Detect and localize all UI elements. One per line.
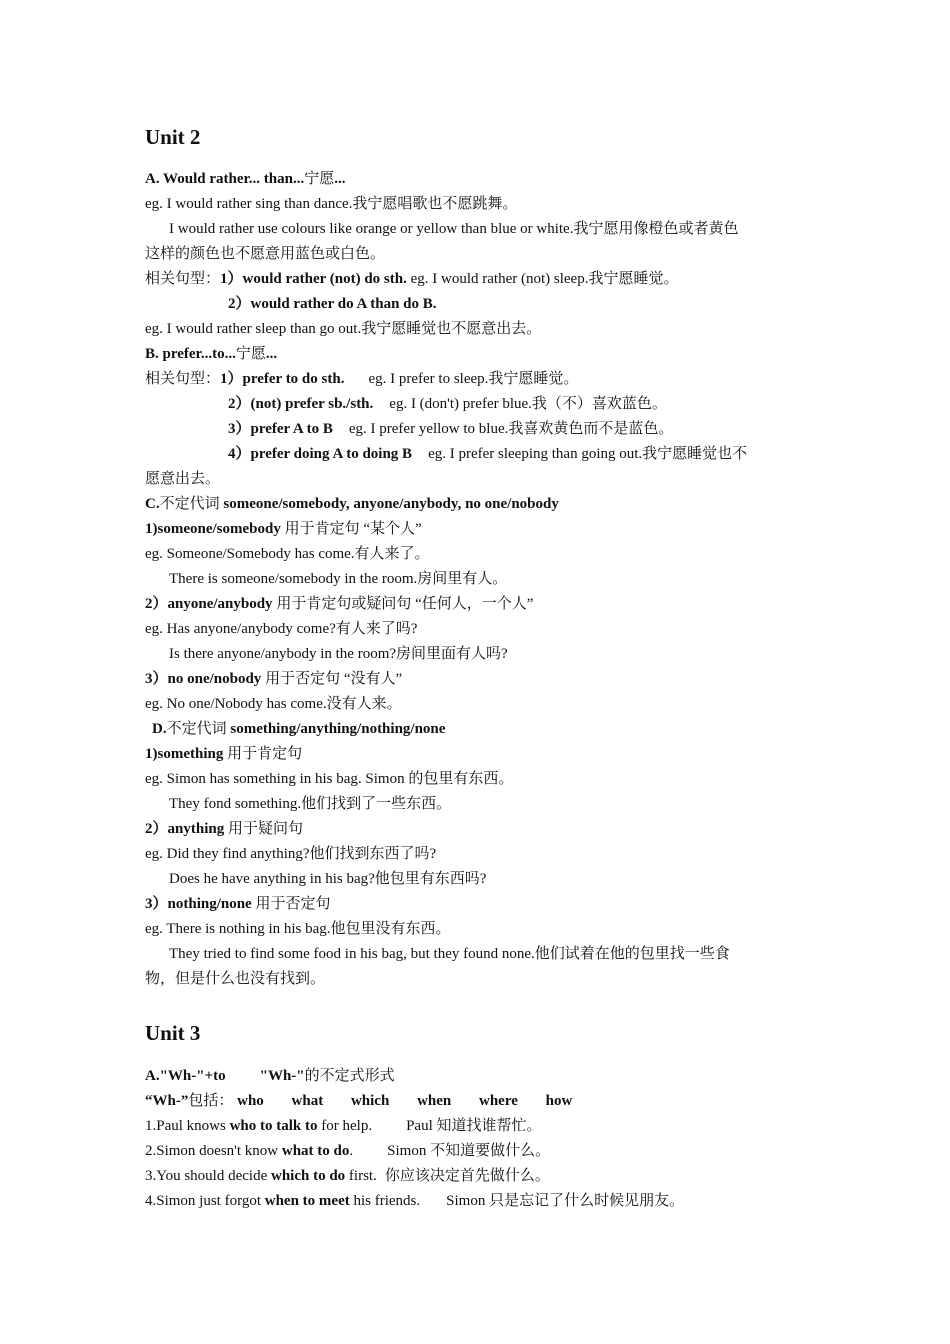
section-b-heading [145, 344, 815, 364]
pattern-1-example: eg. I prefer to sleep.我宁愿睡觉。 [368, 371, 579, 387]
wh-word-when: when [417, 1093, 452, 1109]
section-d-heading-cn: 不定代词 [166, 721, 231, 737]
unit-3-title: Unit 3 [145, 1021, 201, 1045]
wh-label: “Wh-” [145, 1093, 189, 1109]
section-d-heading [152, 719, 822, 739]
section-c-item-2 [145, 594, 815, 614]
pattern-4-example: eg. I prefer sleeping than going out.我宁愿睡觉也不 [428, 446, 748, 462]
sentence-bold: when to meet [264, 1193, 350, 1209]
pattern-label: 相关句型： [145, 271, 221, 287]
pattern-1-bold: 1）would rather (not) do sth. [220, 271, 407, 287]
sentence-post: his friends. [349, 1193, 421, 1209]
item-2-bold: anyone/anybody [167, 596, 273, 612]
unit-2-title: Unit 2 [145, 125, 201, 149]
section-a-heading-en: A. Would rather... than... [145, 171, 305, 187]
section-d-item-1 [145, 744, 815, 764]
sentence-post: first. [345, 1168, 377, 1184]
item-2-num: 2） [145, 821, 168, 837]
pattern-3-example: eg. I prefer yellow to blue.我喜欢黄色而不是蓝色。 [348, 421, 674, 437]
item-2-desc: 用于肯定句或疑问句 “任何人，一个人” [272, 596, 534, 612]
section-c-letter: C. [145, 496, 160, 512]
pattern-label: 相关句型： [145, 371, 221, 387]
wh-word-what: what [291, 1093, 324, 1109]
item-2-num: 2） [145, 596, 168, 612]
section-d-item-1-example-2: They fond something.他们找到了一些东西。 [169, 796, 452, 812]
pattern-4-bold: 4）prefer doing A to doing B [228, 446, 413, 462]
section-b-heading-en: B. prefer...to... [145, 346, 236, 362]
sentence-pre: 4.Simon just forgot [145, 1193, 265, 1209]
section-a-pattern-1 [145, 269, 815, 289]
section-c-item-2-example-1: eg. Has anyone/anybody come?有人来了吗? [145, 621, 418, 637]
heading-part-2: "Wh-" [259, 1068, 305, 1084]
section-b-heading-tail: ... [265, 346, 278, 362]
section-c-heading-cn: 不定代词 [159, 496, 224, 512]
sentence-cn: 你应该决定首先做什么。 [384, 1168, 550, 1184]
section-b-pattern-3 [228, 419, 898, 439]
section-a-example-1: eg. I would rather sing than dance.我宁愿唱歌也不愿跳舞。 [145, 196, 518, 212]
item-1-bold: 1)someone/somebody [145, 521, 281, 537]
section-d-heading-en: something/anything/nothing/none [230, 721, 446, 737]
wh-words-line [145, 1091, 815, 1111]
wh-label-cn: 包括： [188, 1093, 234, 1109]
sentence-pre: 2.Simon doesn't know [145, 1143, 282, 1159]
item-3-bold: no one/nobody [167, 671, 262, 687]
section-d-item-3 [145, 894, 815, 914]
sentence-bold: who to talk to [229, 1118, 318, 1134]
sentence-cn: Paul 知道找谁帮忙。 [406, 1118, 542, 1134]
section-b-pattern-2 [228, 394, 898, 414]
section-d-item-2 [145, 819, 815, 839]
pattern-2-bold: 2）(not) prefer sb./sth. [228, 396, 374, 412]
unit3-section-a-heading [145, 1066, 815, 1086]
item-1-bold: 1)something [145, 746, 224, 762]
unit3-sentence-4 [145, 1191, 815, 1211]
section-c-item-1-example-1: eg. Someone/Somebody has come.有人来了。 [145, 546, 430, 562]
section-a-heading-cn: 宁愿 [304, 171, 335, 187]
item-3-bold: nothing/none [167, 896, 252, 912]
item-1-desc: 用于肯定句 [223, 746, 303, 762]
item-2-desc: 用于疑问句 [224, 821, 303, 837]
section-b-pattern-4 [228, 444, 898, 464]
wh-word-where: where [479, 1093, 518, 1109]
section-b-heading-cn: 宁愿 [235, 346, 266, 362]
section-c-heading-en: someone/somebody, anyone/anybody, no one/nobody [223, 496, 559, 512]
sentence-bold: which to do [270, 1168, 346, 1184]
item-1-desc: 用于肯定句 “某个人” [280, 521, 422, 537]
unit3-sentence-3 [145, 1166, 815, 1186]
heading-cn: 的不定式形式 [304, 1068, 395, 1084]
item-2-bold: anything [167, 821, 225, 837]
section-d-item-1-example-1: eg. Simon has something in his bag. Simon 的包里有东西。 [145, 771, 514, 787]
heading-part-1: A."Wh-"+to [145, 1068, 226, 1084]
section-a-heading [145, 169, 815, 189]
section-c-item-3-example-1: eg. No one/Nobody has come.没有人来。 [145, 696, 402, 712]
section-c-item-2-example-2: Is there anyone/anybody in the room?房间里面有人吗? [169, 646, 508, 662]
section-a-heading-tail: ... [334, 171, 346, 187]
section-d-item-2-example-1: eg. Did they find anything?他们找到东西了吗? [145, 846, 437, 862]
section-d-item-3-example-2-line-1: They tried to find some food in his bag, but they found none.他们试着在他的包里找一些食 [169, 946, 730, 962]
section-d-letter: D. [152, 721, 167, 737]
item-3-desc: 用于否定句 “没有人” [261, 671, 403, 687]
sentence-bold: what to do [281, 1143, 350, 1159]
wh-word-how: how [545, 1093, 573, 1109]
section-b-pattern-4-cont: 愿意出去。 [145, 471, 221, 487]
pattern-1-bold: 1）prefer to do sth. [220, 371, 345, 387]
item-3-num: 3） [145, 671, 168, 687]
section-b-pattern-1 [145, 369, 815, 389]
section-c-item-1 [145, 519, 815, 539]
pattern-1-example: eg. I would rather (not) sleep.我宁愿睡觉。 [406, 271, 679, 287]
sentence-cn: Simon 不知道要做什么。 [387, 1143, 551, 1159]
pattern-2-example: eg. I (don't) prefer blue.我（不）喜欢蓝色。 [389, 396, 667, 412]
sentence-pre: 1.Paul knows [145, 1118, 230, 1134]
wh-word-which: which [350, 1093, 390, 1109]
wh-word-who: who [237, 1093, 264, 1109]
section-d-item-2-example-2: Does he have anything in his bag?他包里有东西吗? [169, 871, 487, 887]
section-a-example-3: eg. I would rather sleep than go out.我宁愿睡觉也不愿意出去。 [145, 321, 542, 337]
unit3-sentence-1 [145, 1116, 815, 1136]
section-a-example-2-line-2: 这样的颜色也不愿意用蓝色或白色。 [145, 246, 386, 262]
sentence-cn: Simon 只是忘记了什么时候见朋友。 [446, 1193, 685, 1209]
sentence-post: for help. [317, 1118, 373, 1134]
pattern-3-bold: 3）prefer A to B [228, 421, 333, 437]
unit3-sentence-2 [145, 1141, 815, 1161]
section-d-item-3-example-1: eg. There is nothing in his bag.他包里没有东西。 [145, 921, 451, 937]
sentence-post: . [349, 1143, 354, 1159]
section-a-pattern-2: 2）would rather do A than do B. [228, 296, 437, 312]
item-3-num: 3） [145, 896, 168, 912]
sentence-pre: 3.You should decide [145, 1168, 271, 1184]
section-c-heading [145, 494, 815, 514]
section-c-item-3 [145, 669, 815, 689]
item-3-desc: 用于否定句 [251, 896, 331, 912]
section-a-example-2-line-1: I would rather use colours like orange or yellow than blue or white.我宁愿用像橙色或者黄色 [169, 221, 739, 237]
section-c-item-1-example-2: There is someone/somebody in the room.房间里有人。 [169, 571, 508, 587]
section-d-item-3-example-2-line-2: 物，但是什么也没有找到。 [145, 971, 326, 987]
